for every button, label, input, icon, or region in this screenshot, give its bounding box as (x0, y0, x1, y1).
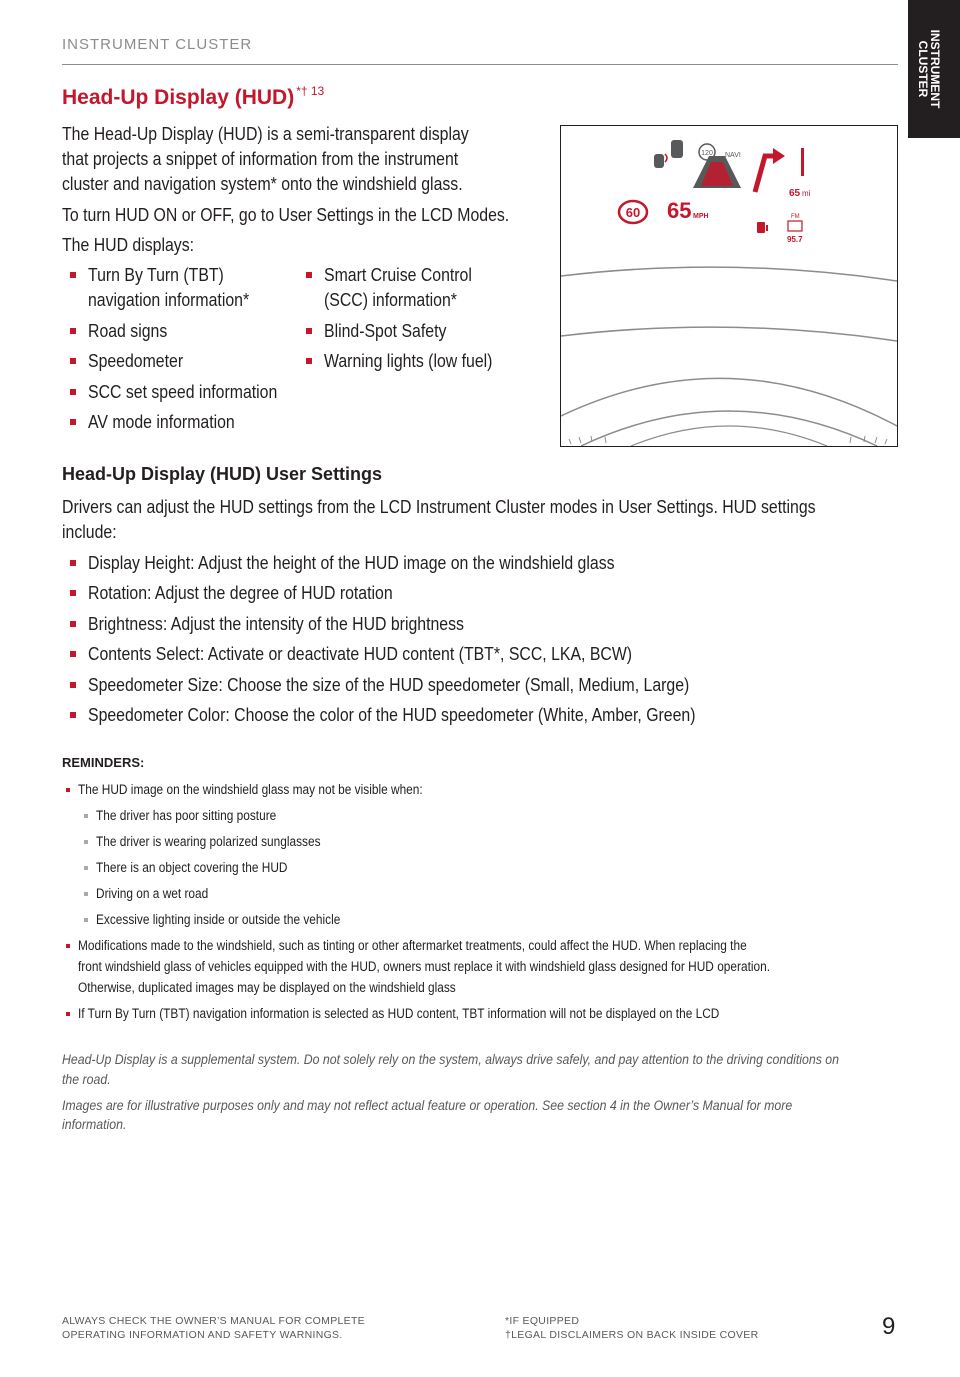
lane-assist-icon (693, 144, 741, 188)
side-tab-label (917, 4, 941, 134)
side-tab-line2: CLUSTER (916, 40, 930, 98)
reminder-subitem: The driver has poor sitting posture (96, 808, 277, 823)
reminder-bullet (66, 944, 70, 948)
reminder-text: If Turn By Turn (TBT) navigation information is selected as HUD content, TBT information will not be displayed on the LCD (78, 1006, 720, 1021)
navi-label: NAVI (725, 152, 741, 159)
sub-bullet (84, 814, 88, 818)
image-note-continued: information. (62, 1116, 127, 1132)
footer-middle (505, 1314, 758, 1342)
reminders-heading: REMINDERS: (62, 755, 145, 770)
page-title (62, 84, 324, 110)
radio-icon (788, 221, 802, 231)
distance-unit: mi (802, 189, 811, 198)
set-speed-label: 120 (701, 150, 713, 157)
settings-heading: Head-Up Display (HUD) User Settings (62, 464, 383, 484)
settings-intro-line-1: Drivers can adjust the HUD settings from the LCD Instrument Cluster modes in User Settings. HUD settings (62, 497, 816, 517)
reminder-subitem: Driving on a wet road (96, 886, 209, 901)
reminder-text: Modifications made to the windshield, such as tinting or other aftermarket treatments, could affect the HUD. When replacing the (78, 938, 747, 953)
title-superscript: *† 13 (296, 84, 325, 98)
disclaimer-note-continued: the road. (62, 1071, 111, 1087)
intro-hud-displays: The HUD displays: (62, 235, 195, 255)
intro-line-2: that projects a snippet of information from the instrument (62, 149, 459, 169)
disclaimer-note: Head-Up Display is a supplemental system. Do not solely rely on the system, always drive safely, and pay attention to the driving conditions on (62, 1051, 840, 1067)
speed-unit: MPH (693, 213, 709, 220)
radio-band: FM (791, 214, 800, 220)
intro-line-3: cluster and navigation system* onto the windshield glass. (62, 174, 463, 194)
hud-illustration (560, 125, 898, 447)
sub-bullet (84, 840, 88, 844)
footer-left (62, 1314, 365, 1342)
sub-bullet (84, 866, 88, 870)
reminder-text: The HUD image on the windshield glass may not be visible when: (78, 782, 423, 797)
speed-value: 65 (667, 198, 692, 223)
reminder-bullet (66, 788, 70, 792)
intro-line-1: The Head-Up Display (HUD) is a semi-transparent display (62, 124, 469, 144)
reminder-text-continued: Otherwise, duplicated images may be displayed on the windshield glass (78, 980, 456, 995)
sub-bullet (84, 918, 88, 922)
turn-arrow-icon (755, 148, 811, 199)
footer-middle-line1: *IF EQUIPPED (505, 1315, 580, 1327)
reminder-subitem: Excessive lighting inside or outside the vehicle (96, 912, 341, 927)
blind-spot-icon (654, 140, 683, 168)
reminder-subitem: There is an object covering the HUD (96, 860, 288, 875)
page-number: 9 (882, 1313, 896, 1340)
radio-frequency: 95.7 (787, 235, 803, 244)
speed-limit-value: 60 (625, 205, 641, 220)
section-header: INSTRUMENT CLUSTER (62, 36, 253, 53)
intro-hud-toggle: To turn HUD ON or OFF, go to User Settings in the LCD Modes. (62, 205, 510, 225)
sub-bullet (84, 892, 88, 896)
footer-left-line2: OPERATING INFORMATION AND SAFETY WARNINGS. (62, 1329, 343, 1341)
settings-intro-line-2: include: (62, 522, 117, 542)
page-title-text: Head-Up Display (HUD) (62, 86, 295, 109)
footer-left-line1: ALWAYS CHECK THE OWNER’S MANUAL FOR COMPLETE (62, 1315, 365, 1327)
distance-value: 65 (789, 188, 801, 199)
image-note: Images are for illustrative purposes only and may not reflect actual feature or operation. See section 4 in the Owner’s Manual for more (62, 1097, 793, 1113)
header-rule (62, 64, 898, 65)
reminder-subitem: The driver is wearing polarized sunglasses (96, 834, 321, 849)
speed-limit-sign-icon (619, 201, 647, 223)
hud-illustration-svg (561, 126, 897, 446)
reminder-bullet (66, 1012, 70, 1016)
footer-middle-line2: †LEGAL DISCLAIMERS ON BACK INSIDE COVER (505, 1329, 759, 1341)
reminder-text-continued: front windshield glass of vehicles equipped with the HUD, owners must replace it with windshield glass designed for HUD operation. (78, 959, 771, 974)
low-fuel-icon (757, 222, 768, 233)
side-tab-line1: INSTRUMENT (928, 29, 942, 109)
